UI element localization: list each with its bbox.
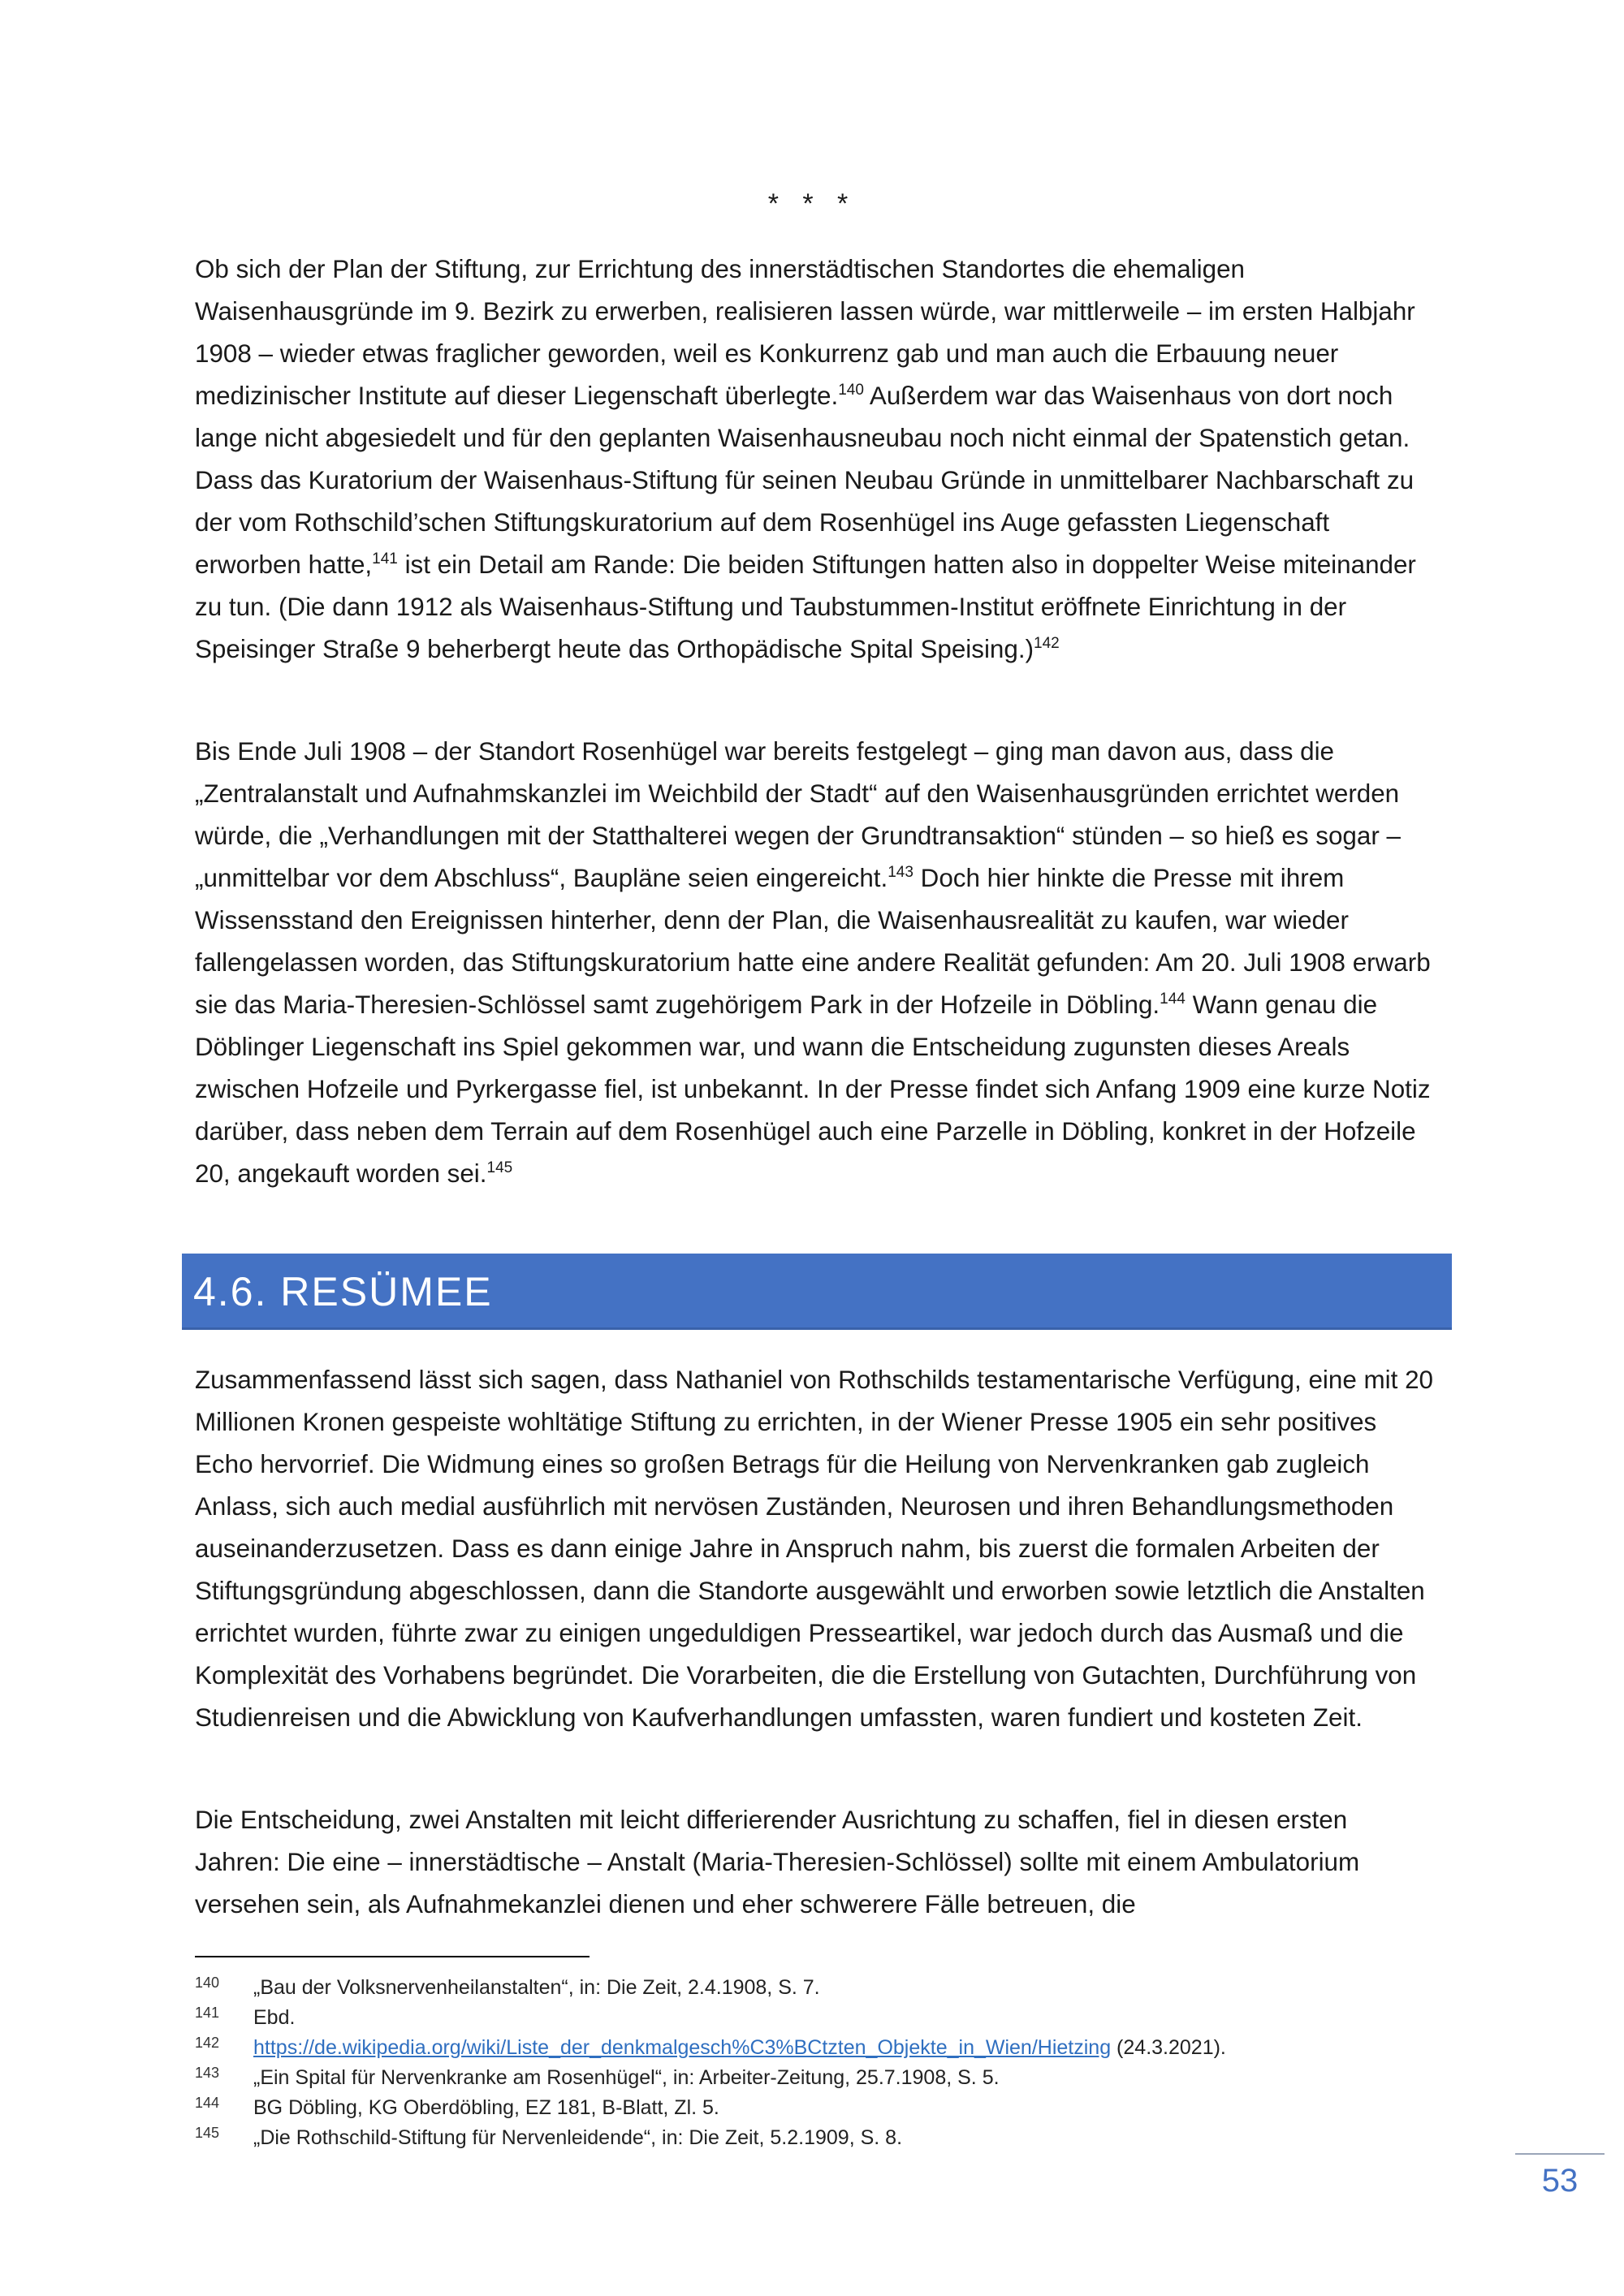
section-heading: 4.6. RESÜMEE [193,1269,493,1314]
footnote-text: BG Döbling, KG Oberdöbling, EZ 181, B-Blatt, Zl. 5. [253,2096,719,2119]
footnote-141 [195,2003,1462,2033]
section-heading-bar [182,1254,1452,1330]
footnote-145 [195,2123,1462,2153]
text-run: Bis Ende Juli 1908 – der Standort Rosenhügel war bereits festgelegt – ging man davon aus, dass die „Zentralanstalt und Aufnahmskanzlei im Weichbild der Stadt“ auf den Waisenhausgründen errichtet werden würde, die „Verhandlungen mit der Statthalterei wegen der Grundtransaktion“ stünden – so hieß es sogar – „unmittelbar vor dem Abschluss“, Baupläne seien eingereicht. [195,737,1401,892]
footnote-divider [195,1956,590,1957]
footnote-ref-144[interactable]: 144 [1160,990,1186,1008]
footnote-number: 141 [195,2005,220,2021]
footnote-text: „Bau der Volksnervenheilanstalten“, in: Die Zeit, 2.4.1908, S. 7. [253,1976,820,1999]
footnote-text: „Ein Spital für Nervenkranke am Rosenhügel“, in: Arbeiter-Zeitung, 25.7.1908, S. 5. [253,2066,1000,2089]
footnote-ref-143[interactable]: 143 [888,864,914,881]
footnote-text: Ebd. [253,2006,296,2029]
page-number: 53 [1541,2163,1579,2199]
footnote-date: (24.3.2021). [1111,2036,1226,2059]
paragraph-resuemee [195,1359,1437,1739]
footnote-number: 145 [195,2125,220,2141]
footnote-143 [195,2063,1462,2093]
footnotes [195,1973,1462,2153]
page-number-rule [1515,2153,1605,2155]
paragraph-text: Die Entscheidung, zwei Anstalten mit leicht differierender Ausrichtung zu schaffen, fiel in diesen ersten Jahren: Die eine – innerstädtische – Anstalt (Maria-Theresien-Schlössel) sollte mit einem Ambulatorium versehen sein, als Aufnahmekanzlei dienen und eher schwerere Fälle betreuen, die [195,1806,1360,1918]
paragraph-text: Zusammenfassend lässt sich sagen, dass Nathaniel von Rothschilds testamentarische Verfügung, eine mit 20 Millionen Kronen gespeiste wohltätige Stiftung zu errichten, in der Wiener Presse 1905 ein sehr positives Echo hervorrief. Die Widmung eines so großen Betrags für die Heilung von Nervenkranken gab zugleich Anlass, sich auch medial ausführlich mit nervösen Zuständen, Neurosen und ihren Behandlungsmethoden auseinanderzusetzen. Dass es dann einige Jahre in Anspruch nahm, bis zuerst die formalen Arbeiten der Stiftungsgründung abgeschlossen, dann die Standorte ausgewählt und erworben sowie letztlich die Anstalten errichtet wurden, führte zwar zu einigen ungeduldigen Presseartikel, war jedoch durch das Ausmaß und die Komplexität des Vorhabens begründet. Die Vorarbeiten, die die Erstellung von Gutachten, Durchführung von Studienreisen und die Abwicklung von Kaufverhandlungen umfassten, waren fundiert und kosteten Zeit. [195,1366,1434,1732]
text-run: Wann genau die Döblinger Liegenschaft ins Spiel gekommen war, und wann die Entscheidung zugunsten dieses Areals zwischen Hofzeile und Pyrkergasse fiel, ist unbekannt. In der Presse findet sich Anfang 1909 eine kurze Notiz darüber, dass neben dem Terrain auf dem Rosenhügel auch eine Parzelle in Döbling, konkret in der Hofzeile 20, angekauft worden sei. [195,990,1431,1188]
paragraph-text [195,731,1437,1195]
paragraph-standort [195,731,1437,1195]
text-run: Doch hier hinkte die Presse mit ihrem Wissensstand den Ereignissen hinterher, denn der Plan, die Waisenhausrealität zu kaufen, war wieder fallengelassen worden, das Stiftungskuratorium hatte eine andere Realität gefunden: Am 20. Juli 1908 erwarb sie das Maria-Theresien-Schlössel samt zugehörigem Park in der Hofzeile in Döbling. [195,864,1431,1019]
footnote-ref-142[interactable]: 142 [1034,635,1060,652]
text-run: Ob sich der Plan der Stiftung, zur Errichtung des innerstädtischen Standortes die ehemaligen Waisenhausgründe im 9. Bezirk zu erwerben, realisieren lassen würde, war mittlerweile – im ersten Halbjahr 1908 – wieder etwas fraglicher geworden, weil es Konkurrenz gab und man auch die Erbauung neuer medizinischer Institute auf dieser Liegenschaft überlegte. [195,255,1415,410]
wikipedia-link[interactable]: https://de.wikipedia.org/wiki/Liste_der_denkmalgesch%C3%BCtzten_Objekte_in_Wien/Hietzing [253,2036,1112,2059]
footnote-ref-140[interactable]: 140 [838,382,864,399]
footnote-142 [195,2033,1462,2063]
paragraph-waisenhaus [195,248,1437,671]
text-run: Außerdem war das Waisenhaus von dort noch lange nicht abgesiedelt und für den geplanten Waisenhausneubau noch nicht einmal der Spatenstich getan. Dass das Kuratorium der Waisenhaus-Stiftung für seinen Neubau Gründe in unmittelbarer Nachbarschaft zu der vom Rothschild’schen Stiftungskuratorium auf dem Rosenhügel ins Auge gefassten Liegenschaft erworben hatte, [195,382,1415,579]
footnote-number: 144 [195,2095,220,2111]
footnote-text: „Die Rothschild-Stiftung für Nervenleidende“, in: Die Zeit, 5.2.1909, S. 8. [253,2126,903,2149]
footnote-ref-141[interactable]: 141 [372,550,398,568]
footnote-ref-145[interactable]: 145 [486,1159,513,1176]
section-separator: * * * [767,188,857,219]
footnote-144 [195,2093,1462,2123]
footnote-140 [195,1973,1462,2003]
footnote-number: 143 [195,2065,220,2081]
footnote-number: 142 [195,2035,220,2051]
footnote-number: 140 [195,1974,220,1991]
paragraph-text [195,248,1437,671]
footnote-text [253,2033,1226,2063]
text-run: ist ein Detail am Rande: Die beiden Stiftungen hatten also in doppelter Weise miteinander zu tun. (Die dann 1912 als Waisenhaus-Stiftung und Taubstummen-Institut eröffnete Einrichtung in der Speisinger Straße 9 beherbergt heute das Orthopädische Spital Speising.) [195,550,1416,663]
paragraph-entscheidung [195,1799,1437,1926]
